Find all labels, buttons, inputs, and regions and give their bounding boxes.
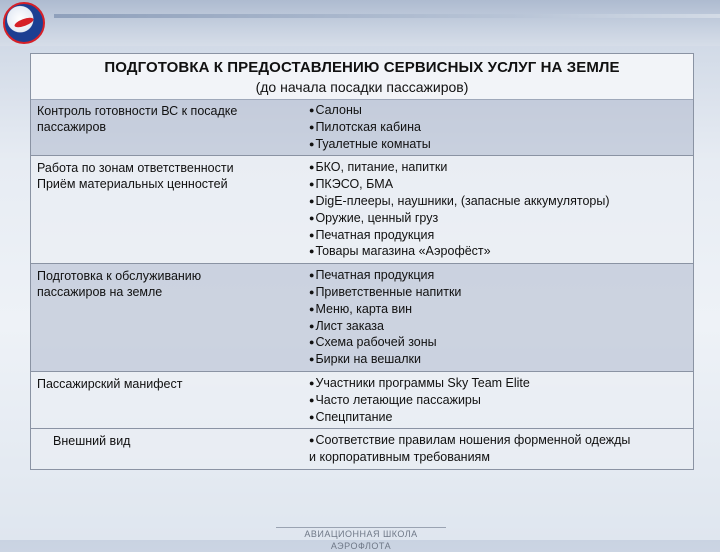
bullet-icon: ●	[309, 105, 315, 115]
bullet-icon: ●	[309, 121, 315, 132]
row-label-line: Контроль готовности ВС к посадке	[37, 104, 238, 118]
bullet-icon: ●	[309, 320, 315, 331]
service-table	[30, 99, 694, 470]
list-item-text: Часто летающие пассажиры	[315, 392, 481, 407]
footer-caption: АВИАЦИОННАЯ ШКОЛА АЭРОФЛОТА	[276, 527, 446, 539]
list-item	[309, 119, 687, 136]
list-item-text: Схема рабочей зоны	[315, 335, 437, 350]
list-item-text: Спецпитание	[315, 409, 393, 424]
list-item-text: БКО, питание, напитки	[315, 160, 448, 175]
top-stripe	[54, 14, 720, 18]
list-item	[309, 392, 687, 409]
list-item	[309, 318, 687, 335]
row-label	[31, 372, 301, 428]
list-item-text: Бирки на вешалки	[315, 352, 422, 367]
row-label	[31, 264, 301, 371]
list-item	[309, 432, 687, 449]
list-item-text: Соответствие правилам ношения форменной одежды	[315, 433, 631, 448]
list-item	[309, 284, 687, 301]
list-item-text: Салоны	[315, 103, 362, 117]
list-item-text: Лист заказа	[315, 318, 384, 333]
list-item	[309, 159, 687, 176]
bullet-icon: ●	[309, 435, 315, 446]
list-item	[309, 176, 687, 193]
list-item	[309, 136, 687, 153]
bullet-icon: ●	[309, 411, 315, 422]
list-item-text: ПКЭСО, БМА	[315, 177, 394, 192]
list-item	[309, 227, 687, 244]
bullet-icon: ●	[309, 195, 315, 206]
page-title: ПОДГОТОВКА К ПРЕДОСТАВЛЕНИЮ СЕРВИСНЫХ УСЛУГ НА ЗЕМЛЕ	[104, 59, 620, 76]
list-item	[309, 193, 687, 210]
bullet-icon: ●	[309, 354, 315, 365]
table-header	[30, 53, 694, 100]
list-item-text: Печатная продукция	[315, 268, 435, 283]
table-row	[30, 429, 694, 470]
table-row	[30, 156, 694, 264]
list-item	[309, 243, 687, 260]
bullet-icon: ●	[309, 303, 315, 314]
list-item	[309, 334, 687, 351]
row-label	[31, 429, 301, 469]
list-item-text: Товары магазина «Аэрофёст»	[315, 244, 491, 259]
bullet-icon: ●	[309, 138, 315, 149]
table-row	[30, 99, 694, 156]
list-item	[309, 301, 687, 318]
list-item	[309, 210, 687, 227]
row-label-line: Работа по зонам ответственности	[37, 161, 234, 176]
list-item	[309, 351, 687, 368]
row-items	[301, 99, 693, 155]
list-item-text: Приветственные напитки	[315, 284, 462, 299]
list-item-text: Меню, карта вин	[315, 301, 413, 316]
list-item-text: Оружие, ценный груз	[315, 210, 439, 225]
bullet-icon: ●	[309, 179, 315, 190]
row-label	[31, 99, 301, 155]
row-label	[31, 156, 301, 263]
table-row	[30, 372, 694, 429]
aeroflot-logo-icon	[3, 2, 45, 44]
list-item-text: DigE-плееры, наушники, (запасные аккумуляторы)	[315, 193, 610, 208]
row-items	[301, 264, 693, 371]
top-banner	[0, 0, 720, 46]
row-label-line: Внешний вид	[53, 434, 131, 449]
list-item-text: Участники программы Sky Team Elite	[315, 375, 530, 390]
row-label-line: Подготовка к обслуживанию	[37, 269, 202, 284]
list-item	[309, 267, 687, 284]
list-item-text: Пилотская кабина	[315, 119, 421, 134]
bullet-icon: ●	[309, 377, 315, 388]
bullet-icon: ●	[309, 246, 315, 257]
list-item	[309, 409, 687, 426]
row-label-line: пассажиров на земле	[37, 285, 163, 300]
list-item-text: Печатная продукция	[315, 227, 435, 242]
list-item-text: Туалетные комнаты	[315, 136, 431, 151]
bullet-icon: ●	[309, 212, 315, 223]
row-label-line: Приём материальных ценностей	[37, 177, 228, 192]
bullet-icon: ●	[309, 337, 315, 348]
row-label-line: Пассажирский манифест	[37, 376, 183, 391]
bullet-icon: ●	[309, 162, 315, 173]
row-items	[301, 429, 693, 469]
list-item-continuation: и корпоративным требованиям	[309, 450, 490, 465]
bullet-icon: ●	[309, 229, 315, 240]
row-items	[301, 372, 693, 428]
list-item	[309, 375, 687, 392]
row-label-line: пассажиров	[37, 120, 107, 134]
page-subtitle: (до начала посадки пассажиров)	[255, 79, 469, 95]
table-row	[30, 264, 694, 372]
list-item	[309, 102, 687, 119]
bullet-icon: ●	[309, 270, 315, 281]
bullet-icon: ●	[309, 286, 315, 297]
bullet-icon: ●	[309, 394, 315, 405]
row-items	[301, 156, 693, 263]
